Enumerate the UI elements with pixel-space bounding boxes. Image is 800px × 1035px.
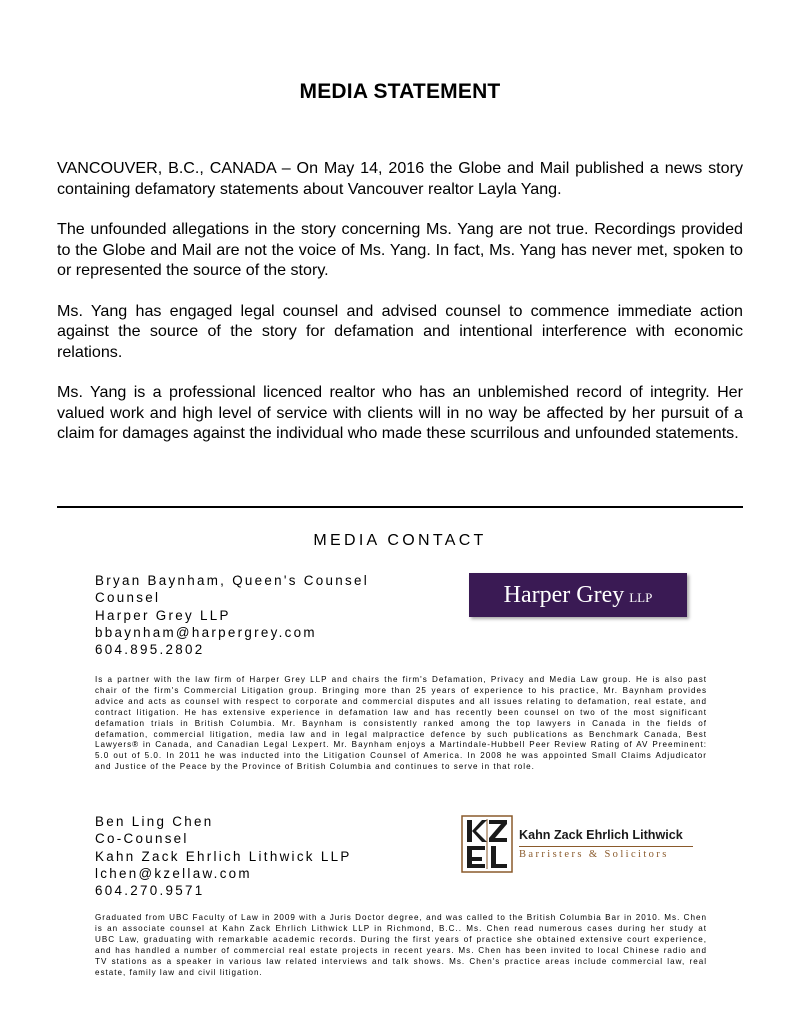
contact-name: Ben Ling Chen: [95, 814, 214, 829]
contact-role: Co-Counsel: [95, 831, 189, 847]
contact-phone: 604.895.2802: [95, 642, 205, 658]
harper-grey-logo-suffix: LLP: [629, 590, 653, 605]
kzel-logo-divider: [519, 846, 693, 847]
kzel-logo-tagline: Barristers & Solicitors: [519, 849, 669, 860]
contact-firm: Kahn Zack Ehrlich Lithwick LLP: [95, 848, 352, 864]
statement-paragraph: VANCOUVER, B.C., CANADA – On May 14, 2016 the Globe and Mail published a news story containing defamatory statements about Vancouver realtor Layla Yang.: [57, 159, 743, 198]
contact-email: lchen@kzellaw.com: [95, 865, 252, 881]
contact-role: Counsel: [95, 590, 161, 606]
contact-name: Bryan Baynham, Queen's Counsel: [95, 573, 370, 588]
section-divider: [57, 506, 743, 508]
contact-bio-baynham: Is a partner with the law firm of Harper Grey LLP and chairs the firm's Defamation, Privacy and Media Law group. He is also past chair of the firm's Commercial Litigation group. Bringing more than 25 years of experience to his practice, Mr. Baynham provides advice and acts as counsel with respect to corporate and commercial disputes and all issues relating to defamation, real estate, and contract litigation. He has extensive experience in defamation law and has recently been counsel on two of the most significant defamation trials in British Columbia. Mr. Baynham is consistently ranked among the top lawyers in Canada in the fields of defamation, commercial litigation, media law and in legal malpractice defence by such publications as Benchmark Canada, Best Lawyers® in Canada, and Canadian Legal Lexpert. Mr. Baynham enjoys a Martindale-Hubbell Peer Review Rating of AV Preeminent: 5.0 out of 5.0. In 2011 he was inducted into the Litigation Counsel of America. In 2008 he was appointed Small Claims Adjudicator and Justice of the Peace by the Province of British Columbia and continues to serve in that role.: [95, 675, 707, 772]
contact-block-baynham: [95, 572, 369, 658]
kzel-logo-name: Kahn Zack Ehrlich Lithwick: [519, 828, 683, 842]
contact-phone: 604.270.9571: [95, 883, 205, 899]
contact-block-chen: [95, 813, 352, 899]
contact-firm: Harper Grey LLP: [95, 607, 231, 623]
statement-paragraph: The unfounded allegations in the story concerning Ms. Yang are not true. Recordings provided to the Globe and Mail are not the voice of Ms. Yang. In fact, Ms. Yang has never met, spoken to or represented the source of the story.: [57, 220, 743, 279]
statement-paragraph: Ms. Yang is a professional licenced realtor who has an unblemished record of integrity. Her valued work and high level of service with clients will in no way be affected by her pursuit of a claim for damages against the individual who made these scurrilous and unfounded statements.: [57, 383, 743, 442]
kzel-logo: [461, 815, 701, 873]
harper-grey-logo: [469, 573, 687, 617]
media-contact-heading: MEDIA CONTACT: [313, 532, 487, 549]
page-title: MEDIA STATEMENT: [299, 80, 501, 103]
statement-paragraph: Ms. Yang has engaged legal counsel and advised counsel to commence immediate action against the source of the story for defamation and intentional interference with economic relations.: [57, 301, 743, 361]
contact-bio-chen: Graduated from UBC Faculty of Law in 2009 with a Juris Doctor degree, and was called to the British Columbia Bar in 2010. Ms. Chen is an associate counsel at Kahn Zack Ehrlich Lithwick LLP in Richmond, B.C.. Ms. Chen read numerous cases during her study at UBC Law, graduating with remarkable academic records. During the first years of practice she obtained extensive court experience, and has handled a number of commercial real estate projects in recent years. Ms. Chen has been invited to local Chinese radio and TV stations as a speaker in various law related interviews and talk shows. Ms. Chen's practice areas include commercial law, real estate, family law and civil litigation.: [95, 913, 707, 977]
contact-email: bbaynham@harpergrey.com: [95, 624, 317, 640]
harper-grey-logo-name: Harper Grey: [503, 581, 625, 608]
statement-body: [57, 158, 743, 464]
kzel-monogram-icon: [461, 815, 513, 873]
